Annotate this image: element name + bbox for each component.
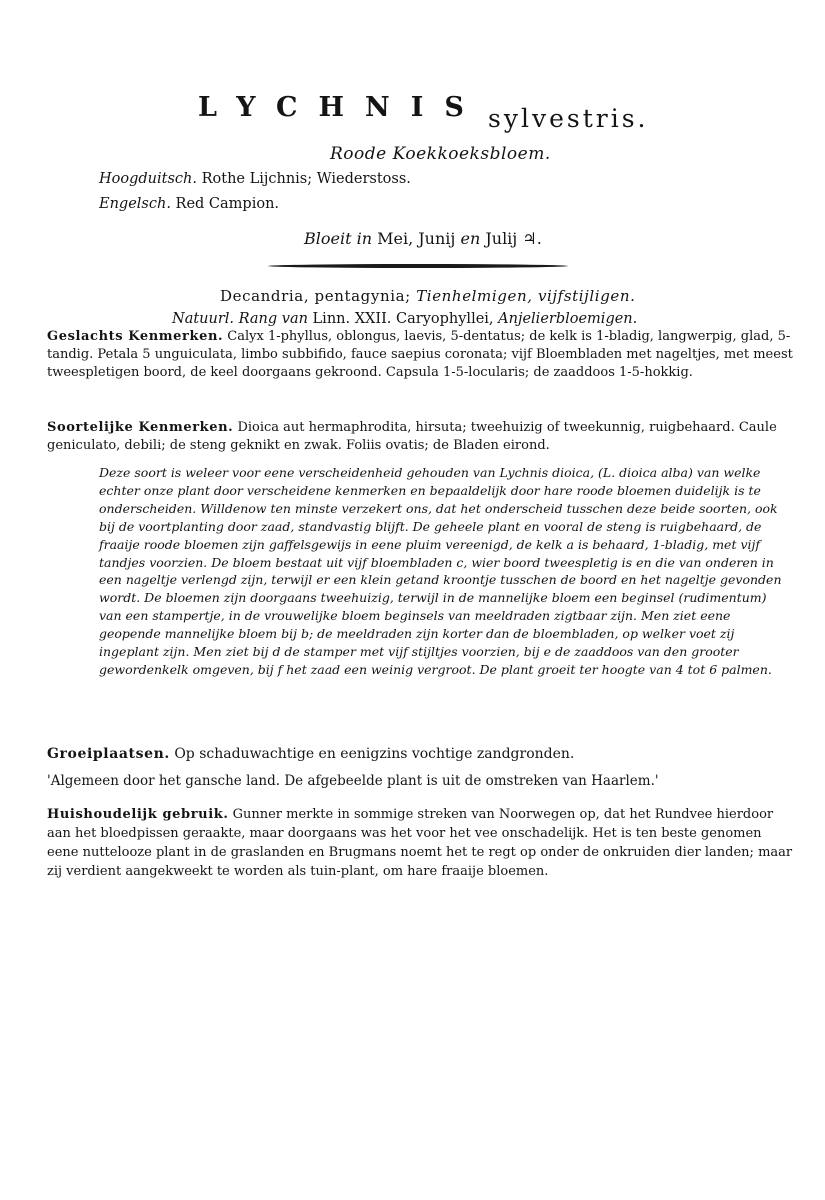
synonym-name: Rothe Lijchnis; Wiederstoss. [201,171,411,187]
natural-order-dutch: Anjelierbloemigen. [498,311,638,327]
section-text: Op schaduwachtige en eenigzins vochtige zandgronden. [174,746,575,762]
section-heading: Soortelijke Kenmerken. [47,420,234,435]
section-heading: Groeiplaatsen. [47,746,170,762]
distribution-note: 'Algemeen door het gansche land. De afgebeelde plant is uit de omstreken van Haarlem.' [47,773,659,789]
dutch-common-name: Roode Koekkoeksbloem. [330,144,551,164]
bloom-and: en [460,229,481,248]
linnaean-class-dutch: Tienhelmigen, vijfstijligen. [416,287,636,305]
title-genus: LYCHNIS [198,92,485,123]
species-characters [47,419,793,455]
natural-order [172,311,637,327]
description-paragraph: Deze soort is weleer voor eene verscheidenheid gehouden van Lychnis dioica, (L. dioica alba) van welke echter onze plant door verscheidene kenmerken en bepaaldelijk door hare roode bloemen duidelijk is te onderscheiden. Willdenow ten minste verzekert ons, dat het onderscheid tusschen deze beide soorten, ook bij de voortplanting door zaad, standvastig blijft. De geheele plant en vooral de steng is ruigbehaard, de fraaije roode bloemen zijn gaffelsgewijs in eene pluim vereenigd, de kelk a is behaard, 1-bladig, met vijf tandjes voorzien. De bloem bestaat uit vijf bloembladen c, wier boord tweespletig is en die van onderen in een nageltje verlengd zijn, terwijl er een klein getand kroontje tusschen de boord en het nageltje gevonden wordt. De bloemen zijn doorgaans tweehuizig, terwijl in de mannelijke bloem een beginsel (rudimentum) van een stampertje, in de vrouwelijke bloem beginsels van meeldraden zigtbaar zijn. Men ziet eene geopende mannelijke bloem bij b; de meeldraden zijn korter dan de bloembladen, op welker voet zij ingeplant zijn. Men ziet bij d de stamper met vijf stijltjes voorzien, bij e de zaaddoos van den grooter gewordenkelk omgeven, bij f het zaad een weinig vergroot. De plant groeit ter hoogte van 4 tot 6 palmen. [99,465,782,677]
bloom-months-1: Mei, Junij [377,229,456,248]
synonym-german [99,171,411,187]
divider-rule [268,264,568,268]
perennial-symbol: ♃. [522,229,542,248]
bloom-period [304,229,542,248]
bloom-months-2: Julij [485,229,518,248]
genus-characters [47,328,793,382]
economic-use [47,805,793,881]
linnaean-class [220,287,636,305]
synonym-language: Hoogduitsch. [99,171,197,187]
natural-order-rank: Linn. XXII. Caryophyllei, [312,311,494,327]
linnaean-class-latin: Decandria, pentagynia; [220,287,411,305]
section-text: Gunner merkte in sommige streken van Noorwegen op, dat het Rundvee hierdoor aan het bloedpissen geraakte, maar doorgaans was het voor het vee onschadelijk. Het is ten beste genomen eene nuttelooze plant in de graslanden en Brugmans noemt het te regt op onder de onkruiden dier landen; maar zij verdient aangekweekt te worden als tuin-plant, om hare fraaije bloemen. [47,807,793,879]
title-species: sylvestris. [488,104,649,133]
section-text: Dioica aut hermaphrodita, hirsuta; tweehuizig of tweekunnig, ruigbehaard. Caule geniculato, debili; de steng geknikt en zwak. Foliis ovatis; de Bladen eirond. [47,420,777,453]
synonym-name: Red Campion. [175,196,280,212]
synonym-language: Engelsch. [99,196,171,212]
natural-order-label: Natuurl. Rang van [172,311,308,327]
growth-places [47,745,793,763]
section-text: Calyx 1-phyllus, oblongus, laevis, 5-dentatus; de kelk is 1-bladig, langwerpig, glad, 5-tandig. Petala 5 unguiculata, limbo subbifido, fauce saepius coronata; vijf Bloembladen met nageltjes, met meest tweespletigen boord, de keel doorgaans gekroond. Capsula 1-5-locularis; de zaaddoos 1-5-hokkig. [47,329,793,380]
section-heading: Geslachts Kenmerken. [47,329,224,344]
synonym-english [99,196,279,212]
section-heading: Huishoudelijk gebruik. [47,807,229,822]
bloom-label: Bloeit in [304,229,373,248]
